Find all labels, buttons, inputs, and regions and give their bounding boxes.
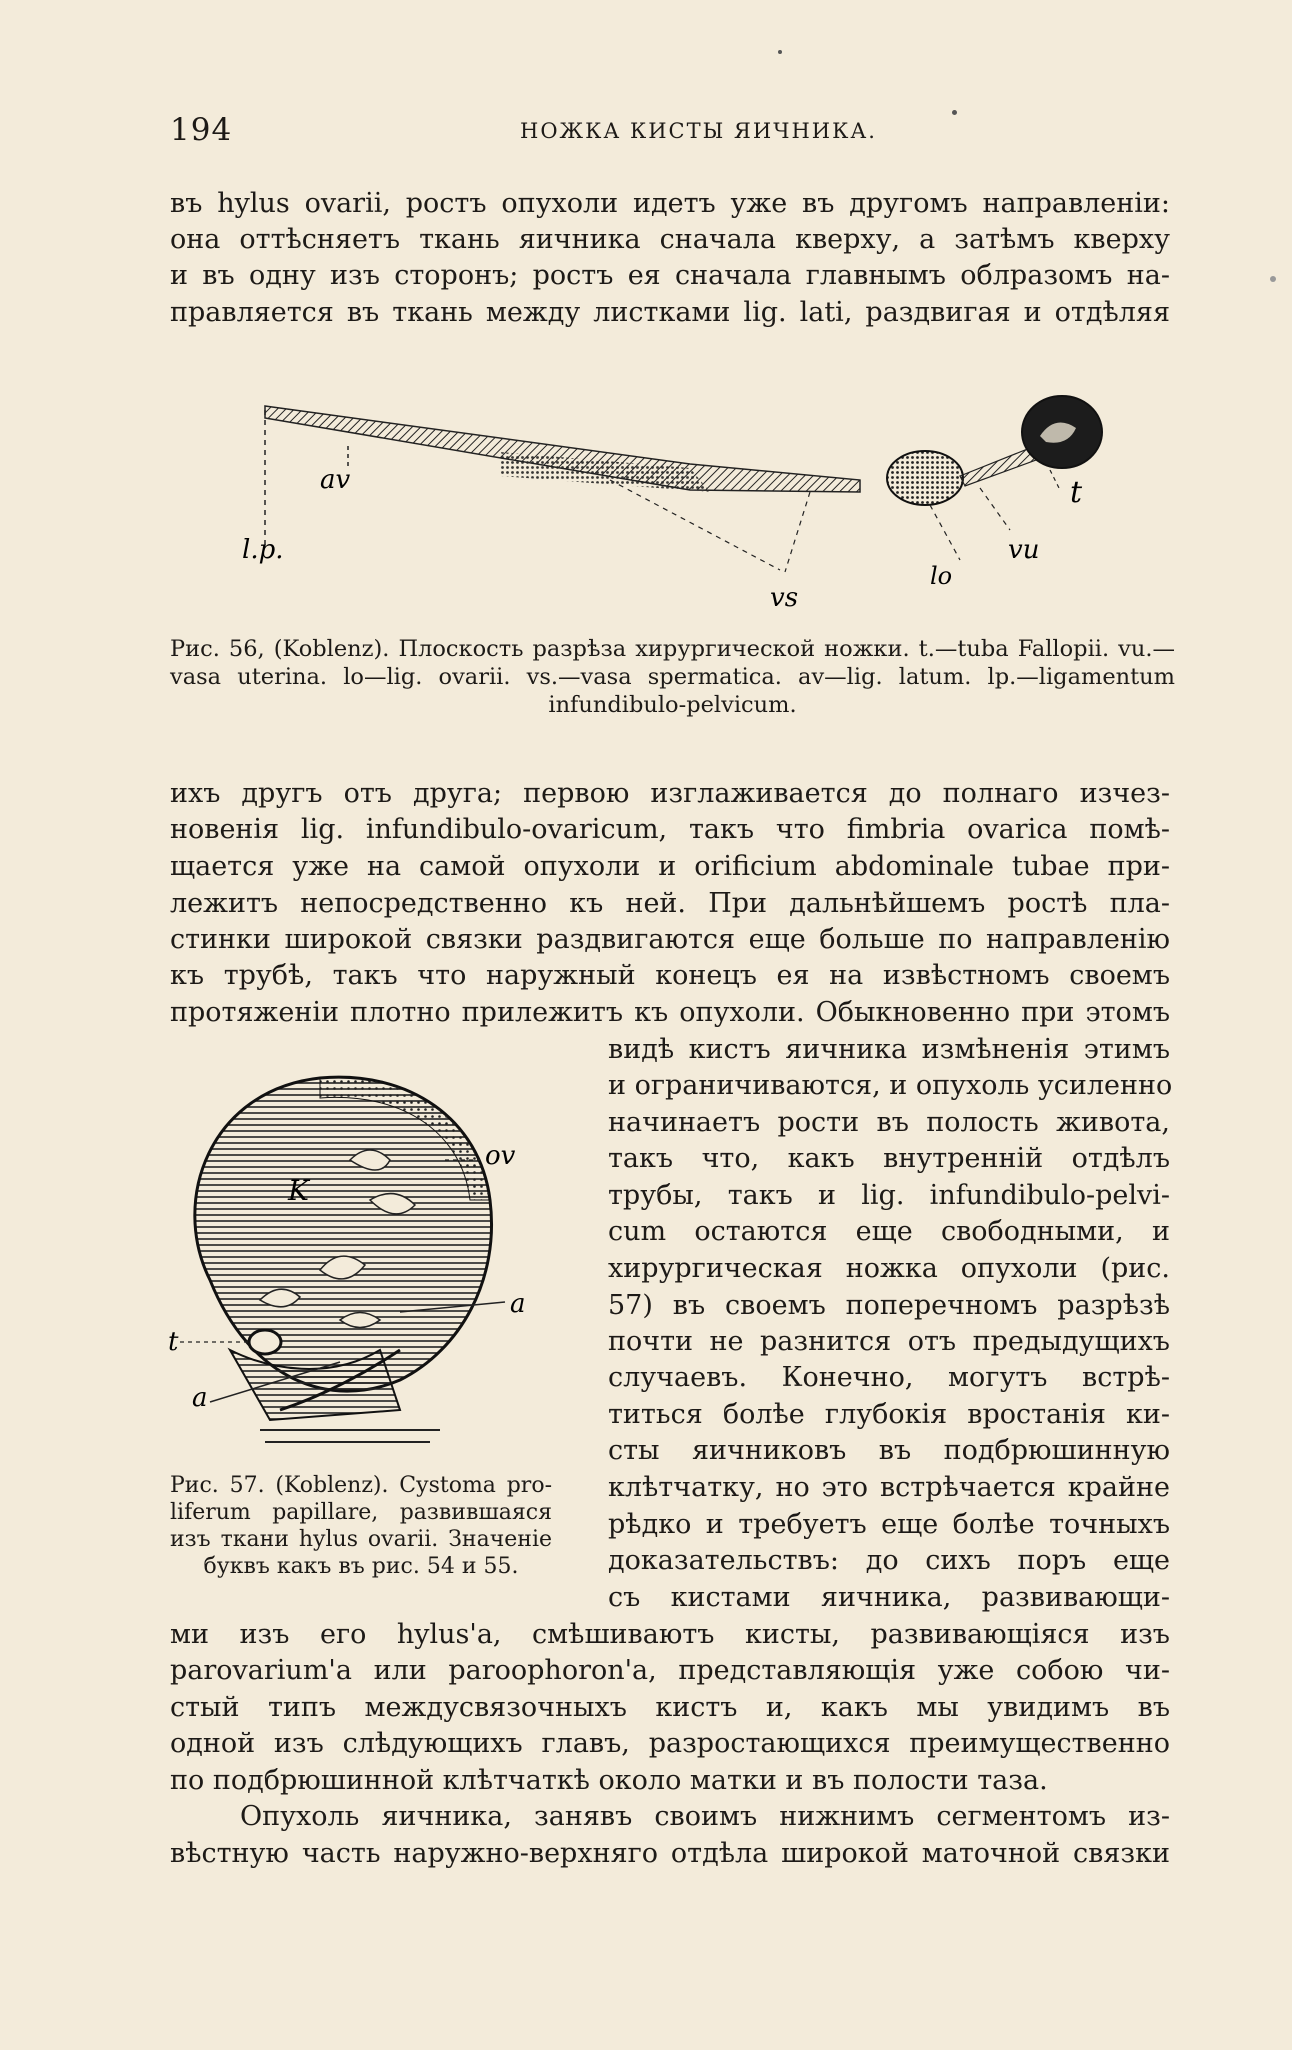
text-line: ми изъ его hylus'а, смѣшиваютъ кисты, развивающіяся изъ — [170, 1619, 1170, 1650]
text-line: доказательствъ: до сихъ поръ еще — [608, 1545, 1170, 1576]
figure-57-caption — [170, 1472, 552, 1580]
running-title: НОЖКА КИСТЫ ЯИЧНИКА. — [520, 119, 877, 143]
text-line: трубы, такъ и lig. infundibulo-pelvi- — [608, 1180, 1170, 1211]
text-line: и въ одну изъ сторонъ; ростъ ея сначала главнымъ облразомъ на- — [170, 260, 1170, 291]
text-line: протяженіи плотно прилежитъ къ опухоли. Обыкновенно при этомъ — [170, 997, 1170, 1028]
fig57-label-K: K — [288, 1174, 309, 1207]
text-line: къ трубѣ, такъ что наружный конецъ ея на извѣстномъ своемъ — [170, 960, 1170, 991]
text-line: ихъ другъ отъ друга; первою изглаживается до полнаго изчез- — [170, 778, 1170, 809]
fig57-label-t: t — [168, 1327, 179, 1357]
fig56-label-lo: lo — [930, 562, 953, 590]
page-number: 194 — [170, 112, 233, 148]
text-line: въ hylus ovarii, ростъ опухоли идетъ уже въ другомъ направленіи: — [170, 188, 1170, 219]
text-line: такъ что, какъ внутренній отдѣлъ — [608, 1143, 1170, 1174]
text-line: правляется въ ткань между листками lig. lati, раздвигая и отдѣляя — [170, 297, 1170, 328]
text-line: стинки широкой связки раздвигаются еще больше по направленію — [170, 924, 1170, 955]
print-speck — [778, 50, 782, 54]
fig57-label-a-left: a — [192, 1383, 208, 1413]
caption-line: Рис. 57. (Koblenz). Cystoma pro- — [170, 1473, 552, 1498]
text-line: по подбрюшинной клѣтчаткѣ около матки и въ полости таза. — [170, 1765, 1048, 1796]
fig57-label-ov: ov — [485, 1141, 516, 1171]
fig56-label-t: t — [1070, 475, 1083, 510]
fig56-label-lp: l.p. — [242, 535, 284, 565]
caption-line: изъ ткани hylus ovarii. Значеніе — [170, 1527, 552, 1552]
text-line: и ограничиваются, и опухоль усиленно — [608, 1070, 1173, 1101]
print-speck — [952, 110, 957, 115]
text-line: клѣтчатку, но это встрѣчается крайне — [608, 1472, 1170, 1503]
text-line: 57) въ своемъ поперечномъ разрѣзѣ — [608, 1290, 1170, 1321]
text-line: Опухоль яичника, занявъ своимъ нижнимъ сегментомъ из- — [240, 1801, 1170, 1832]
fig57-label-a-right: a — [510, 1289, 526, 1319]
text-line: хирургическая ножка опухоли (рис. — [608, 1253, 1170, 1284]
text-line: сты яичниковъ въ подбрюшинную — [608, 1435, 1170, 1466]
fig56-label-vs: vs — [770, 583, 799, 613]
text-line: parovarium'а или paroophoron'а, представляющія уже собою чи- — [170, 1655, 1170, 1686]
fig56-label-vu: vu — [1008, 535, 1040, 565]
figure-56-illustration — [170, 380, 1130, 620]
print-speck — [1270, 276, 1276, 282]
text-line: новенія lig. infundibulo-ovaricum, такъ что fimbria ovarica помѣ- — [170, 814, 1170, 845]
text-line: щается уже на самой опухоли и orificium abdominale tubae при- — [170, 851, 1170, 882]
text-line: вѣстную часть наружно-верхняго отдѣла широкой маточной связки — [170, 1838, 1170, 1869]
figure-57-illustration — [170, 1050, 590, 1460]
fig56-label-av: av — [320, 465, 351, 495]
text-line: съ кистами яичника, развивающи- — [608, 1582, 1170, 1613]
caption-line: liferum papillare, развившаяся — [170, 1500, 552, 1525]
caption-line: infundibulo-pelvicum. — [548, 692, 797, 718]
text-line: лежитъ непосредственно къ ней. При дальнѣйшемъ ростѣ пла- — [170, 888, 1170, 919]
text-line: начинаетъ рости въ полость живота, — [608, 1107, 1170, 1138]
caption-line: буквъ какъ въ рис. 54 и 55. — [203, 1554, 519, 1579]
text-line: cum остаются еще свободными, и — [608, 1216, 1170, 1247]
figure-56-caption — [170, 635, 1175, 719]
text-line: она оттѣсняетъ ткань яичника сначала кверху, а затѣмъ кверху — [170, 224, 1170, 255]
text-line: почти не разнится отъ предыдущихъ — [608, 1326, 1170, 1357]
text-line: одной изъ слѣдующихъ главъ, разростающихся преимущественно — [170, 1728, 1170, 1759]
text-line: случаевъ. Конечно, могутъ встрѣ- — [608, 1362, 1170, 1393]
caption-line: Рис. 56, (Koblenz). Плоскость разрѣза хирургической ножки. t.—tuba Fallopii. vu.— — [170, 636, 1175, 662]
text-line: титься болѣе глубокія вростанія ки- — [608, 1399, 1170, 1430]
caption-line: vasa uterina. lo—lig. ovarii. vs.—vasa spermatica. av—lig. latum. lp.—ligamentum — [170, 664, 1175, 690]
text-line: рѣдко и требуетъ еще болѣе точныхъ — [608, 1509, 1170, 1540]
text-line: стый типъ междусвязочныхъ кистъ и, какъ мы увидимъ въ — [170, 1692, 1170, 1723]
text-line: видѣ кистъ яичника измѣненія этимъ — [608, 1034, 1170, 1065]
